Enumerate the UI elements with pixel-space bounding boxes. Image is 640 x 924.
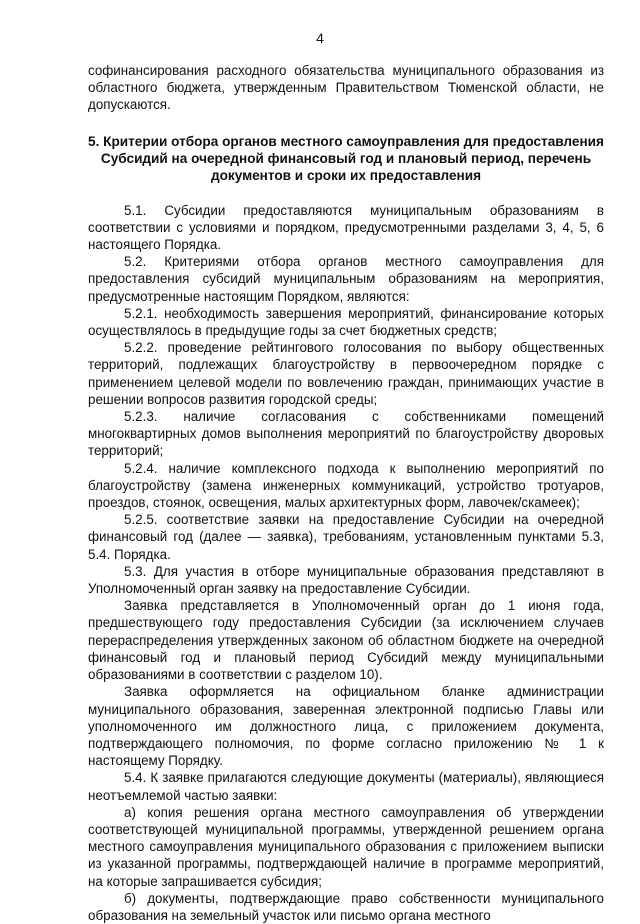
intro-paragraph: софинансирования расходного обязательства муниципального образования из областного бюджета, утвержденным Правительством Тюменской области, не допускаются. [88,63,604,113]
paragraph-5-2-3: 5.2.3. наличие согласования с собственниками помещений многоквартирных домов выполнения мероприятий по благоустройству дворовых территорий; [88,409,604,459]
document-body [88,62,604,924]
paragraph-5-2-5: 5.2.5. соответствие заявки на предоставление Субсидии на очередной финансовый год (далее — заявка), требованиям, установленным пунктами 5.3, 5.4. Порядка. [88,512,604,562]
paragraph-5-2-4: 5.2.4. наличие комплексного подхода к выполнению мероприятий по благоустройству (замена инженерных коммуникаций, устройство тротуаров, проездов, стоянок, освещения, малых архитектурных форм, лавочек/скамеек); [88,460,604,511]
paragraph-application-deadline: Заявка представляется в Уполномоченный орган до 1 июня года, предшествующего году предоставления Субсидии (за исключением случаев перераспределения утвержденных законом об областном бюджете на очередной финансовый год и плановый период Субсидий между муниципальными образованиями в соответствии с разделом 10). [88,598,604,683]
paragraph-5-4-a: а) копия решения органа местного самоуправления об утверждении соответствующей муниципальной программы, утвержденной решением органа местного самоуправления муниципального образования с приложением выписки из указанной программы, подтверждающей наличие в программе мероприятий, на которые запрашивается субсидия; [88,804,604,889]
page-number: 4 [316,30,324,46]
paragraph-5-2-2: 5.2.2. проведение рейтингового голосования по выбору общественных территорий, подлежащих благоустройству в первоочередном порядке с применением целевой модели по вовлечению граждан, принимающих участие в решении вопросов развития городской среды; [88,340,604,407]
paragraph-5-3: 5.3. Для участия в отборе муниципальные образования представляют в Уполномоченный орган заявку на предоставление Субсидии. [88,563,604,597]
paragraph-5-4-b: б) документы, подтверждающие право собственности муниципального образования на земельный участок или письмо органа местного [88,890,604,923]
paragraph-5-2-1: 5.2.1. необходимость завершения мероприятий, финансирование которых осуществлялось в предыдущие годы за счет бюджетных средств; [88,305,604,339]
paragraph-5-1: 5.1. Субсидии предоставляются муниципальным образованиям в соответствии с условиями и порядком, предусмотренными разделами 3, 4, 5, 6 настоящего Порядка. [88,202,604,253]
paragraph-application-form: Заявка оформляется на официальном бланке администрации муниципального образования, заверенная электронной подписью Главы или уполномоченного им должностного лица, с приложением документа, подтверждающего полномочия, по форме согласно приложению № 1 к настоящему Порядку. [88,684,604,769]
paragraph-5-4: 5.4. К заявке прилагаются следующие документы (материалы), являющиеся неотъемлемой частью заявки: [88,770,604,803]
paragraph-5-2: 5.2. Критериями отбора органов местного самоуправления для предоставления субсидий муниципальным образованиям на мероприятия, предусмотренные настоящим Порядком, являются: [88,254,604,304]
section-heading: 5. Критерии отбора органов местного самоуправления для предоставления Субсидий на очередной финансовый год и плановый период, перечень документов и сроки их предоставления [88,133,604,183]
